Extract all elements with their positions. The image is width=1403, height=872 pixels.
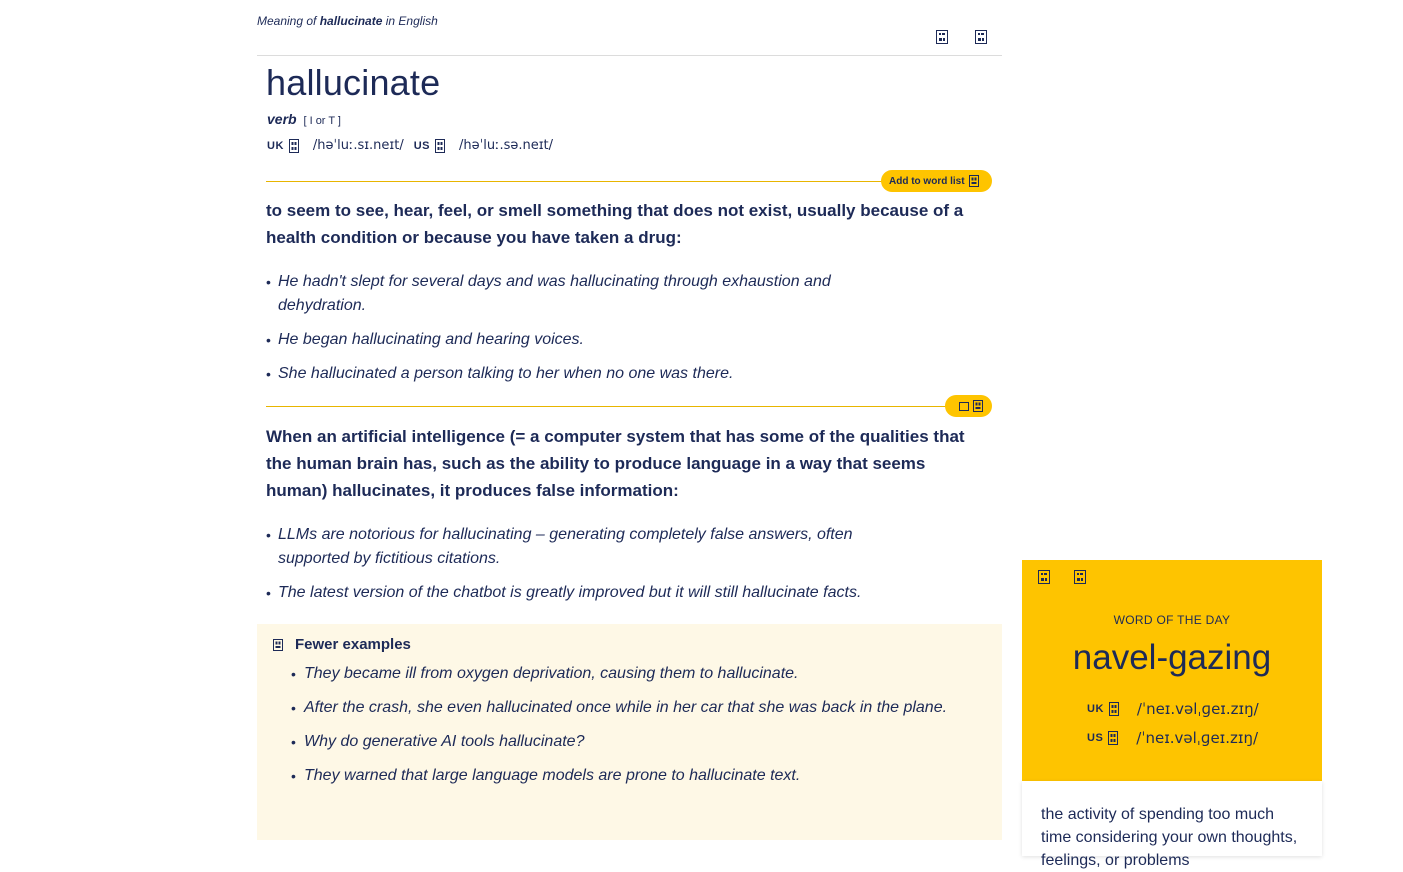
fewer-examples-toggle[interactable] — [273, 636, 411, 653]
us-label: US — [1087, 732, 1104, 744]
definition-1: to seem to see, hear, feel, or smell something that does not exist, usually because of a health condition or because you have taken a drug: — [266, 201, 964, 247]
example-item: • She hallucinated a person talking to her when no one was there. — [266, 362, 906, 386]
us-audio-icon[interactable] — [435, 139, 445, 153]
breadcrumb-word: hallucinate — [319, 14, 383, 28]
divider — [257, 55, 1002, 56]
wotd-pron-us — [1087, 729, 1268, 747]
breadcrumb-suffix: in English — [385, 14, 438, 28]
twitter-share-icon[interactable] — [975, 30, 987, 44]
us-label: US — [413, 139, 431, 152]
example-item: • Why do generative AI tools hallucinate? — [291, 730, 951, 754]
add-to-word-list-button[interactable] — [945, 395, 992, 417]
wotd-word[interactable]: navel-gazing — [1072, 638, 1272, 677]
us-ipa: /ˈneɪ.vəlˌɡeɪ.zɪŋ/ — [1136, 729, 1259, 747]
example-item: • They became ill from oxygen deprivation, causing them to hallucinate. — [291, 662, 951, 686]
plus-icon — [973, 400, 983, 412]
add-to-word-list-label: Add to word list — [889, 175, 965, 187]
word-of-the-day-card — [1022, 560, 1322, 869]
breadcrumb-prefix: Meaning of — [257, 14, 317, 28]
facebook-share-icon[interactable] — [1038, 570, 1050, 584]
wotd-label: WORD OF THE DAY — [1113, 613, 1231, 627]
facebook-share-icon[interactable] — [936, 30, 948, 44]
uk-ipa: /ˈneɪ.vəlˌɡeɪ.zɪŋ/ — [1136, 700, 1259, 718]
checkbox-icon — [959, 402, 969, 411]
headword: hallucinate — [266, 62, 441, 103]
fewer-examples-label: Fewer examples — [295, 636, 411, 653]
grammar-code: [ I or T ] — [303, 115, 341, 127]
uk-label: UK — [267, 139, 284, 152]
more-examples-panel — [257, 624, 1002, 840]
examples-list-2 — [266, 523, 906, 615]
example-item: • LLMs are notorious for hallucinating – generating completely false answers, often supported by fictitious citations. — [266, 523, 906, 571]
examples-list-1 — [266, 270, 906, 396]
example-item: • He hadn't slept for several days and was hallucinating through exhaustion and dehydration. — [266, 270, 906, 318]
definition-2: When an artificial intelligence (= a computer system that has some of the qualities that the human brain has, such as the ability to produce language in a way that seems human) hallucinates, it produces false information: — [266, 427, 965, 500]
wotd-pron-uk — [1087, 700, 1269, 718]
sense-divider — [266, 406, 991, 407]
uk-audio-icon[interactable] — [289, 139, 299, 153]
wotd-header — [1022, 560, 1322, 781]
example-item: • After the crash, she even hallucinated once while in her car that she was back in the plane. — [291, 696, 951, 720]
breadcrumb — [257, 14, 438, 28]
pronunciation-row — [267, 138, 563, 153]
uk-label: UK — [1087, 703, 1104, 715]
plus-icon — [969, 175, 979, 187]
us-audio-icon[interactable] — [1108, 731, 1118, 745]
wotd-body — [1022, 781, 1322, 869]
pos-label: verb — [267, 111, 297, 127]
part-of-speech — [267, 111, 341, 127]
uk-ipa: /həˈluː.sɪ.neɪt/ — [312, 138, 404, 153]
example-item: • He began hallucinating and hearing voices. — [266, 328, 906, 352]
wotd-definition: the activity of spending too much time considering your own thoughts, feelings, or problems — [1041, 806, 1298, 869]
us-ipa: /həˈluː.sə.neɪt/ — [459, 138, 554, 153]
twitter-share-icon[interactable] — [1074, 570, 1086, 584]
uk-audio-icon[interactable] — [1109, 702, 1119, 716]
add-to-word-list-button[interactable] — [881, 170, 992, 192]
example-item: • The latest version of the chatbot is greatly improved but it will still hallucinate facts. — [266, 581, 906, 605]
example-item: • They warned that large language models are prone to hallucinate text. — [291, 764, 951, 788]
more-examples-list — [291, 662, 951, 798]
minus-icon — [273, 639, 283, 651]
